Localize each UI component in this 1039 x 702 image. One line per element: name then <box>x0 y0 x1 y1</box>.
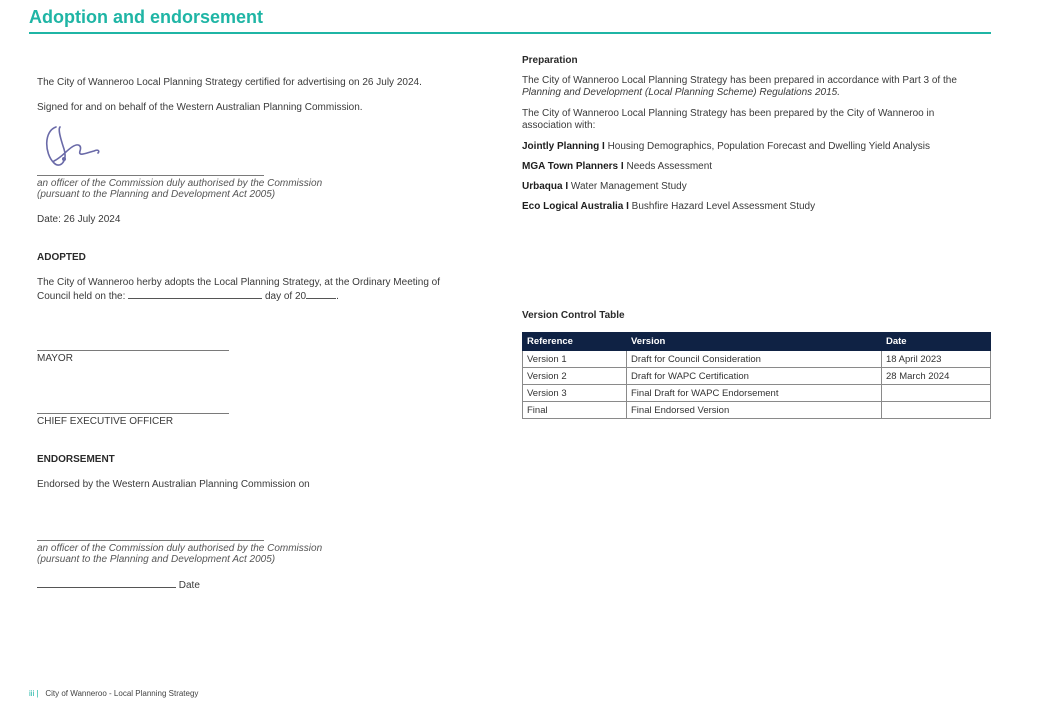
consultant-name: Jointly Planning I <box>522 141 605 152</box>
page-title: Adoption and endorsement <box>29 7 263 27</box>
table-cell: Final Endorsed Version <box>627 402 882 419</box>
prep-text1: The City of Wanneroo Local Planning Strategy has been prepared in accordance with Part 3 of the <box>522 75 957 86</box>
signature-line <box>37 175 264 176</box>
prep-text1-regulation: Planning and Development (Local Planning Scheme) Regulations 2015. <box>522 87 840 98</box>
title-divider <box>29 32 991 34</box>
certified-text: The City of Wanneroo Local Planning Strategy certified for advertising on 26 July 2024. <box>37 77 422 88</box>
mayor-label: MAYOR <box>37 353 73 364</box>
table-cell: Draft for WAPC Certification <box>627 368 882 385</box>
table-cell: Final Draft for WAPC Endorsement <box>627 385 882 402</box>
table-cell <box>882 402 991 419</box>
table-cell: Final <box>523 402 627 419</box>
column-header: Date <box>882 333 991 351</box>
table-row <box>523 351 991 368</box>
table-cell: Version 1 <box>523 351 627 368</box>
version-control-table <box>522 332 991 419</box>
consultant-item <box>522 201 815 214</box>
consultant-name: Urbaqua I <box>522 181 569 192</box>
consultant-work: Bushfire Hazard Level Assessment Study <box>631 201 816 212</box>
table-cell: Version 3 <box>523 385 627 402</box>
endorsement-heading: ENDORSEMENT <box>37 454 115 465</box>
consultant-work: Housing Demographics, Population Forecast and Dwelling Yield Analysis <box>607 141 930 152</box>
column-header: Version <box>627 333 882 351</box>
consultant-item <box>522 181 687 194</box>
version-control-heading: Version Control Table <box>522 310 625 321</box>
table-cell <box>882 385 991 402</box>
consultant-item <box>522 161 712 174</box>
certification-date: Date: 26 July 2024 <box>37 214 121 225</box>
page-footer <box>29 689 198 698</box>
table-row <box>523 385 991 402</box>
adopted-text-middle: day of 20 <box>262 291 307 302</box>
officer-text-line2: (pursuant to the Planning and Development Act 2005) <box>37 189 276 200</box>
column-header: Reference <box>523 333 627 351</box>
table-header-row <box>523 333 991 351</box>
ceo-label: CHIEF EXECUTIVE OFFICER <box>37 416 174 427</box>
consultant-work: Water Management Study <box>570 181 687 192</box>
table-row <box>523 368 991 385</box>
prep-text2-line1: The City of Wanneroo Local Planning Strategy has been prepared by the City of Wanneroo in <box>522 108 935 119</box>
ceo-signature-line <box>37 413 229 414</box>
endorsement-date-blank <box>37 578 176 588</box>
adopted-text-suffix: . <box>336 291 339 302</box>
consultant-name: MGA Town Planners I <box>522 161 624 172</box>
consultant-work: Needs Assessment <box>626 161 713 172</box>
consultant-name: Eco Logical Australia I <box>522 201 629 212</box>
footer-document-title: City of Wanneroo - Local Planning Strategy <box>45 689 199 698</box>
endorsed-text: Endorsed by the Western Australian Planning Commission on <box>37 479 310 490</box>
endorsement-signature-line <box>37 540 264 541</box>
table-cell: 28 March 2024 <box>882 368 991 385</box>
adopted-text-line1: The City of Wanneroo herby adopts the Local Planning Strategy, at the Ordinary Meeting of <box>37 277 441 288</box>
adopted-text-line2 <box>37 289 339 304</box>
signed-text: Signed for and on behalf of the Western Australian Planning Commission. <box>37 102 363 113</box>
meeting-year-blank <box>306 289 336 299</box>
mayor-signature-line <box>37 350 229 351</box>
meeting-day-blank <box>128 289 262 299</box>
endorsement-date-label: Date <box>176 580 200 591</box>
adopted-text-prefix: Council held on the: <box>37 291 129 302</box>
prep-text2-line2: association with: <box>522 120 596 131</box>
officer-text-line1: an officer of the Commission duly authorised by the Commission <box>37 178 323 189</box>
table-cell: Version 2 <box>523 368 627 385</box>
endorsement-date-row <box>37 578 200 593</box>
officer2-text-line2: (pursuant to the Planning and Development Act 2005) <box>37 554 276 565</box>
adopted-heading: ADOPTED <box>37 252 86 263</box>
table-cell: 18 April 2023 <box>882 351 991 368</box>
officer2-text-line1: an officer of the Commission duly authorised by the Commission <box>37 543 323 554</box>
table-cell: Draft for Council Consideration <box>627 351 882 368</box>
preparation-heading: Preparation <box>522 55 578 66</box>
consultant-item <box>522 141 930 154</box>
signature-image <box>42 123 104 171</box>
page-number: iii | <box>29 689 39 698</box>
table-row <box>523 402 991 419</box>
